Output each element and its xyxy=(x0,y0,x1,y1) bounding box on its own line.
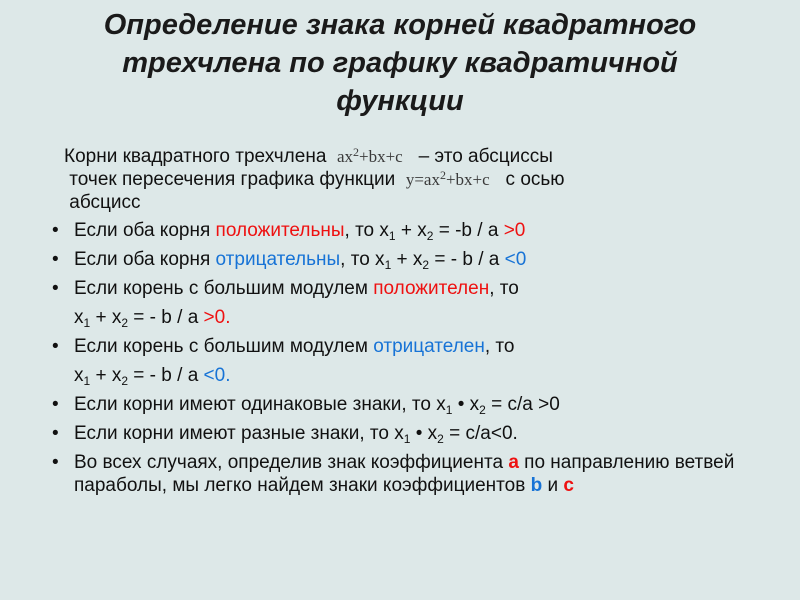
title-line-3: функции xyxy=(336,85,464,117)
list-item-different-signs: • Если корни имеют разные знаки, то $x_1$ • $x_2 = c/a<0$. xyxy=(52,423,518,446)
intro-text-2: – это абсциссы xyxy=(418,146,553,167)
trinomial-formula: $ax^2+bx+c$ xyxy=(336,145,403,166)
slide-body xyxy=(40,145,760,503)
intro-paragraph xyxy=(64,145,760,214)
list-item-same-signs: • Если корни имеют одинаковые знаки, то $x_1$ • $x_2 = c/a >0$ xyxy=(52,394,560,417)
intro-line-3: абсцисс xyxy=(69,192,141,213)
function-formula: $y=ax^2+bx+c$ xyxy=(405,168,490,189)
list-item-both-positive: • Если оба корня положительны, то $x_1 + x_2 = -b / a >0$ xyxy=(52,220,526,243)
title-line-1: Определение знака корней квадратного xyxy=(103,9,697,41)
list-item-larger-negative-formula: $x_1 + x_2$ = - b / a <0. xyxy=(74,365,231,388)
list-item-larger-negative: • Если корень с большим модулем отрицателен, то xyxy=(52,336,515,357)
list-item-larger-positive-formula: $x_1 + x_2$ = - b / a >0. xyxy=(74,307,231,330)
rules-list xyxy=(40,219,760,497)
intro-text: Корни квадратного трехчлена xyxy=(64,146,327,167)
intro-line-2: точек пересечения графика функции $y=ax^2+bx+c$ с осью xyxy=(69,168,565,190)
title-line-2: трехчлена по графику квадратичной xyxy=(122,47,678,79)
list-item-both-negative: • Если оба корня отрицательны, то $x_1 + x_2$ = - b / a <0 xyxy=(52,249,527,272)
list-item-conclusion: • Во всех случаях, определив знак коэффициента a по направлению ветвей параболы, мы легко найдем знаки коэффициентов b и c xyxy=(52,452,735,496)
slide-title xyxy=(20,6,780,120)
list-item-larger-positive: • Если корень с большим модулем положителен, то xyxy=(52,278,519,299)
